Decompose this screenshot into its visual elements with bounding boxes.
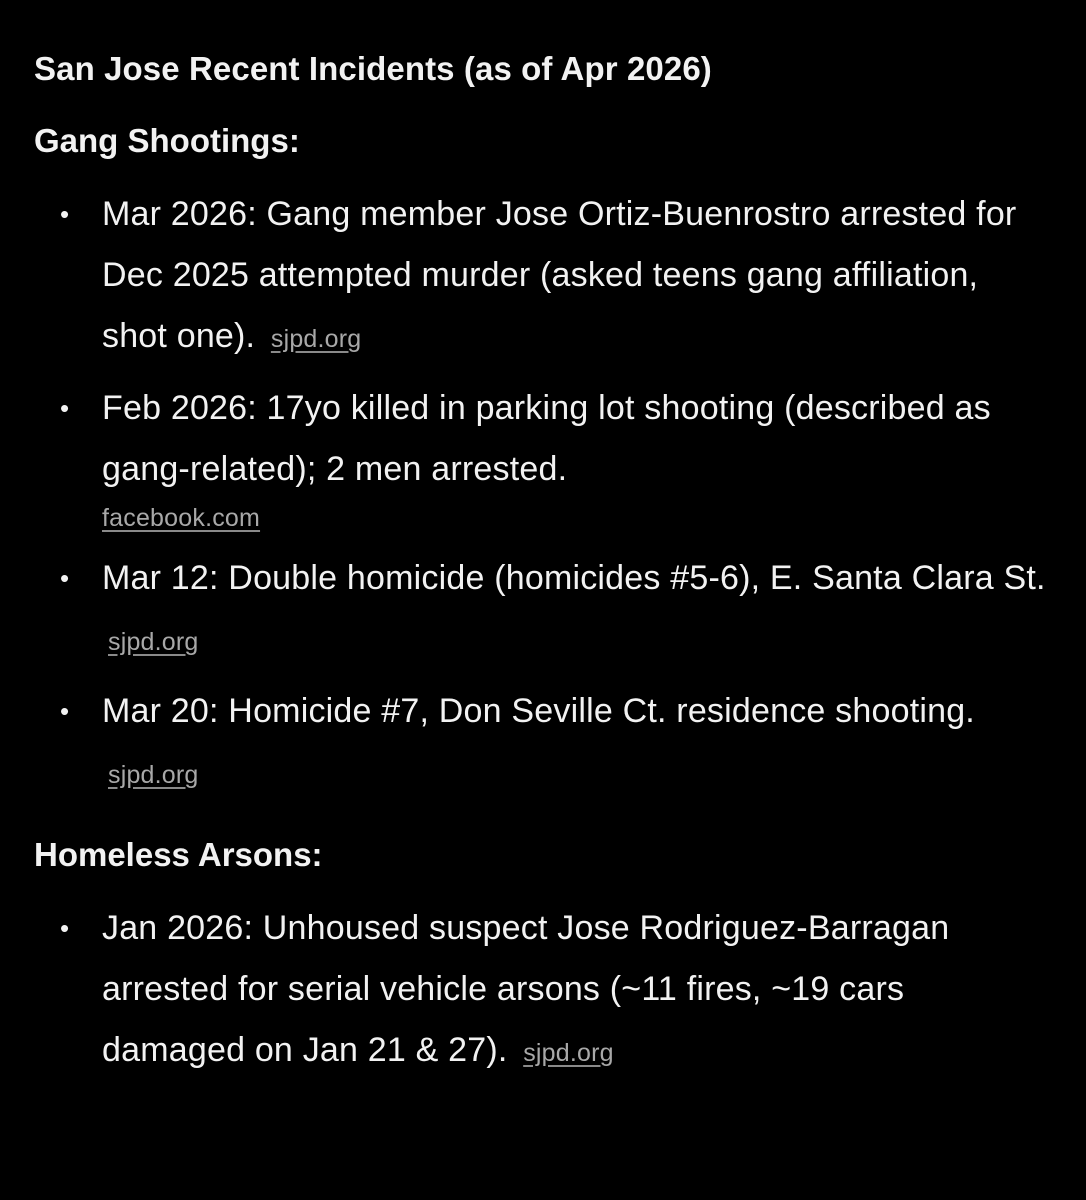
source-link[interactable]: sjpd.org — [108, 628, 199, 656]
section-heading: Gang Shootings: — [34, 122, 300, 159]
incident-text: Mar 20: Homicide #7, Don Seville Ct. residence shooting. — [102, 692, 975, 730]
incident-list — [34, 184, 1046, 806]
incident-text: Feb 2026: 17yo killed in parking lot shooting (described as gang-related); 2 men arrested. — [102, 389, 991, 488]
bullet-icon: • — [60, 199, 70, 229]
bullet-icon: • — [60, 393, 70, 423]
page-title: San Jose Recent Incidents (as of Apr 2026) — [34, 50, 712, 87]
incident-list — [34, 898, 1046, 1084]
bullet-icon: • — [60, 913, 70, 943]
list-item — [34, 184, 1046, 370]
source-link[interactable]: sjpd.org — [270, 325, 362, 353]
source-link[interactable]: sjpd.org — [108, 761, 199, 789]
list-item — [34, 548, 1046, 673]
incident-text: Mar 12: Double homicide (homicides #5-6), E. Santa Clara St. — [102, 559, 1046, 597]
list-item — [34, 681, 1046, 806]
section-gang-shootings — [34, 120, 1046, 806]
list-item — [34, 378, 1046, 540]
list-item — [34, 898, 1046, 1084]
section-heading: Homeless Arsons: — [34, 836, 323, 873]
incident-text: Jan 2026: Unhoused suspect Jose Rodriguez-Barragan arrested for serial vehicle arsons (~11 fires, ~19 cars damaged on Jan 21 & 27). — [102, 909, 950, 1069]
bullet-icon: • — [60, 696, 70, 726]
source-link[interactable]: sjpd.org — [523, 1039, 614, 1067]
bullet-icon: • — [60, 563, 70, 593]
section-homeless-arsons — [34, 834, 1046, 1084]
source-link[interactable]: facebook.com — [102, 504, 261, 532]
incident-text: Mar 2026: Gang member Jose Ortiz-Buenrostro arrested for Dec 2025 attempted murder (asked teens gang affiliation, shot one). — [102, 195, 1017, 355]
